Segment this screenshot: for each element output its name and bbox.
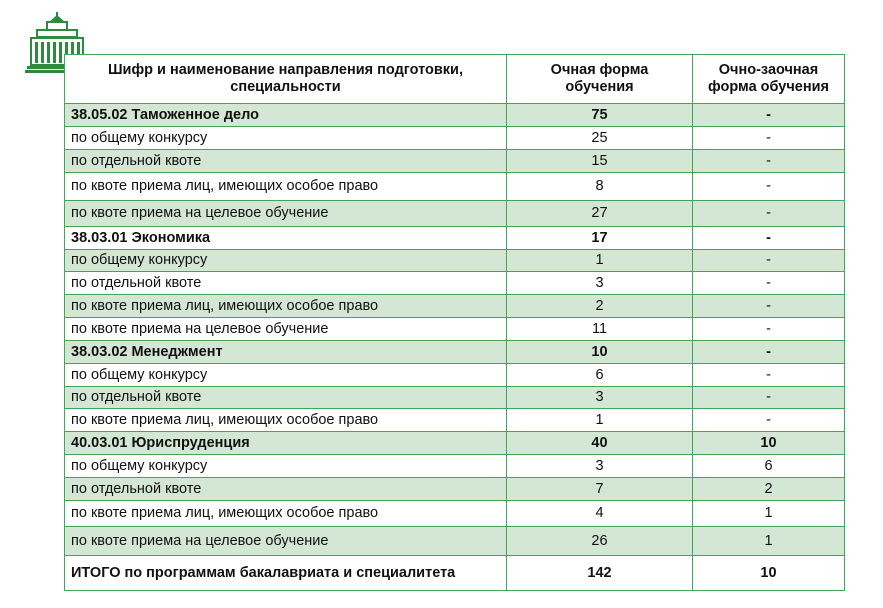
row-label: 38.05.02 Таможенное дело	[65, 104, 507, 127]
col-header-direction-line1: Шифр и наименование направления подготовки,	[107, 62, 464, 78]
row-full-time: 15	[507, 150, 693, 173]
row-part-time: 1	[693, 527, 845, 556]
col-header-part-time	[693, 55, 845, 104]
row-full-time: 27	[507, 201, 693, 227]
row-full-time: 3	[507, 455, 693, 478]
table-row-quota	[65, 150, 845, 173]
row-part-time: 10	[693, 432, 845, 455]
table-header-row	[65, 55, 845, 104]
row-full-time: 1	[507, 250, 693, 272]
row-label: по отдельной квоте	[65, 387, 507, 409]
row-part-time: -	[693, 341, 845, 364]
row-label: 40.03.01 Юриспруденция	[65, 432, 507, 455]
table-row-quota	[65, 127, 845, 150]
table-row-quota	[65, 501, 845, 527]
table-row-program	[65, 432, 845, 455]
row-full-time: 4	[507, 501, 693, 527]
row-label: по общему конкурсу	[65, 250, 507, 272]
row-label: по квоте приема на целевое обучение	[65, 318, 507, 341]
table-row-quota	[65, 387, 845, 409]
row-full-time: 11	[507, 318, 693, 341]
col-header-direction	[65, 55, 507, 104]
row-full-time: 26	[507, 527, 693, 556]
table-row-quota	[65, 250, 845, 272]
row-full-time: 25	[507, 127, 693, 150]
row-full-time: 75	[507, 104, 693, 127]
row-part-time: -	[693, 173, 845, 201]
table-row-quota	[65, 527, 845, 556]
row-full-time: 40	[507, 432, 693, 455]
total-label: ИТОГО по программам бакалавриата и специалитета	[65, 556, 507, 591]
row-label: 38.03.02 Менеджмент	[65, 341, 507, 364]
table-row-quota	[65, 478, 845, 501]
col-header-full-time-line2: обучения	[565, 79, 634, 95]
row-part-time: -	[693, 295, 845, 318]
total-part-time: 10	[693, 556, 845, 591]
table-row-program	[65, 104, 845, 127]
row-full-time: 17	[507, 227, 693, 250]
total-full-time: 142	[507, 556, 693, 591]
table-row-program	[65, 227, 845, 250]
table-row-quota	[65, 455, 845, 478]
table-row-quota	[65, 295, 845, 318]
table-row-quota	[65, 364, 845, 387]
row-label: по квоте приема лиц, имеющих особое право	[65, 501, 507, 527]
row-part-time: 6	[693, 455, 845, 478]
row-part-time: 2	[693, 478, 845, 501]
row-full-time: 10	[507, 341, 693, 364]
row-part-time: -	[693, 364, 845, 387]
row-full-time: 6	[507, 364, 693, 387]
row-part-time: -	[693, 250, 845, 272]
row-label: по общему конкурсу	[65, 127, 507, 150]
table-row-quota	[65, 201, 845, 227]
row-full-time: 1	[507, 409, 693, 432]
table-row-quota	[65, 272, 845, 295]
admission-plan-table	[64, 54, 845, 591]
row-part-time: 1	[693, 501, 845, 527]
row-label: по отдельной квоте	[65, 272, 507, 295]
row-label: по квоте приема лиц, имеющих особое право	[65, 173, 507, 201]
row-label: по отдельной квоте	[65, 478, 507, 501]
row-part-time: -	[693, 201, 845, 227]
row-label: по квоте приема на целевое обучение	[65, 527, 507, 556]
row-full-time: 2	[507, 295, 693, 318]
row-label: по общему конкурсу	[65, 455, 507, 478]
row-part-time: -	[693, 104, 845, 127]
col-header-full-time	[507, 55, 693, 104]
row-part-time: -	[693, 150, 845, 173]
table-row-program	[65, 341, 845, 364]
col-header-direction-line2: специальности	[230, 79, 341, 95]
col-header-part-time-line1: Очно-заочная	[718, 62, 819, 78]
table-row-total	[65, 556, 845, 591]
row-label: по квоте приема на целевое обучение	[65, 201, 507, 227]
row-label: по общему конкурсу	[65, 364, 507, 387]
table-row-quota	[65, 409, 845, 432]
row-part-time: -	[693, 318, 845, 341]
row-full-time: 3	[507, 387, 693, 409]
row-full-time: 7	[507, 478, 693, 501]
table-row-quota	[65, 173, 845, 201]
row-part-time: -	[693, 409, 845, 432]
table-row-quota	[65, 318, 845, 341]
row-label: по квоте приема лиц, имеющих особое право	[65, 409, 507, 432]
row-part-time: -	[693, 272, 845, 295]
row-part-time: -	[693, 127, 845, 150]
col-header-full-time-line1: Очная форма	[550, 62, 649, 78]
row-full-time: 8	[507, 173, 693, 201]
col-header-part-time-line2: форма обучения	[708, 79, 829, 95]
row-part-time: -	[693, 387, 845, 409]
row-label: 38.03.01 Экономика	[65, 227, 507, 250]
row-part-time: -	[693, 227, 845, 250]
row-label: по отдельной квоте	[65, 150, 507, 173]
row-full-time: 3	[507, 272, 693, 295]
row-label: по квоте приема лиц, имеющих особое право	[65, 295, 507, 318]
